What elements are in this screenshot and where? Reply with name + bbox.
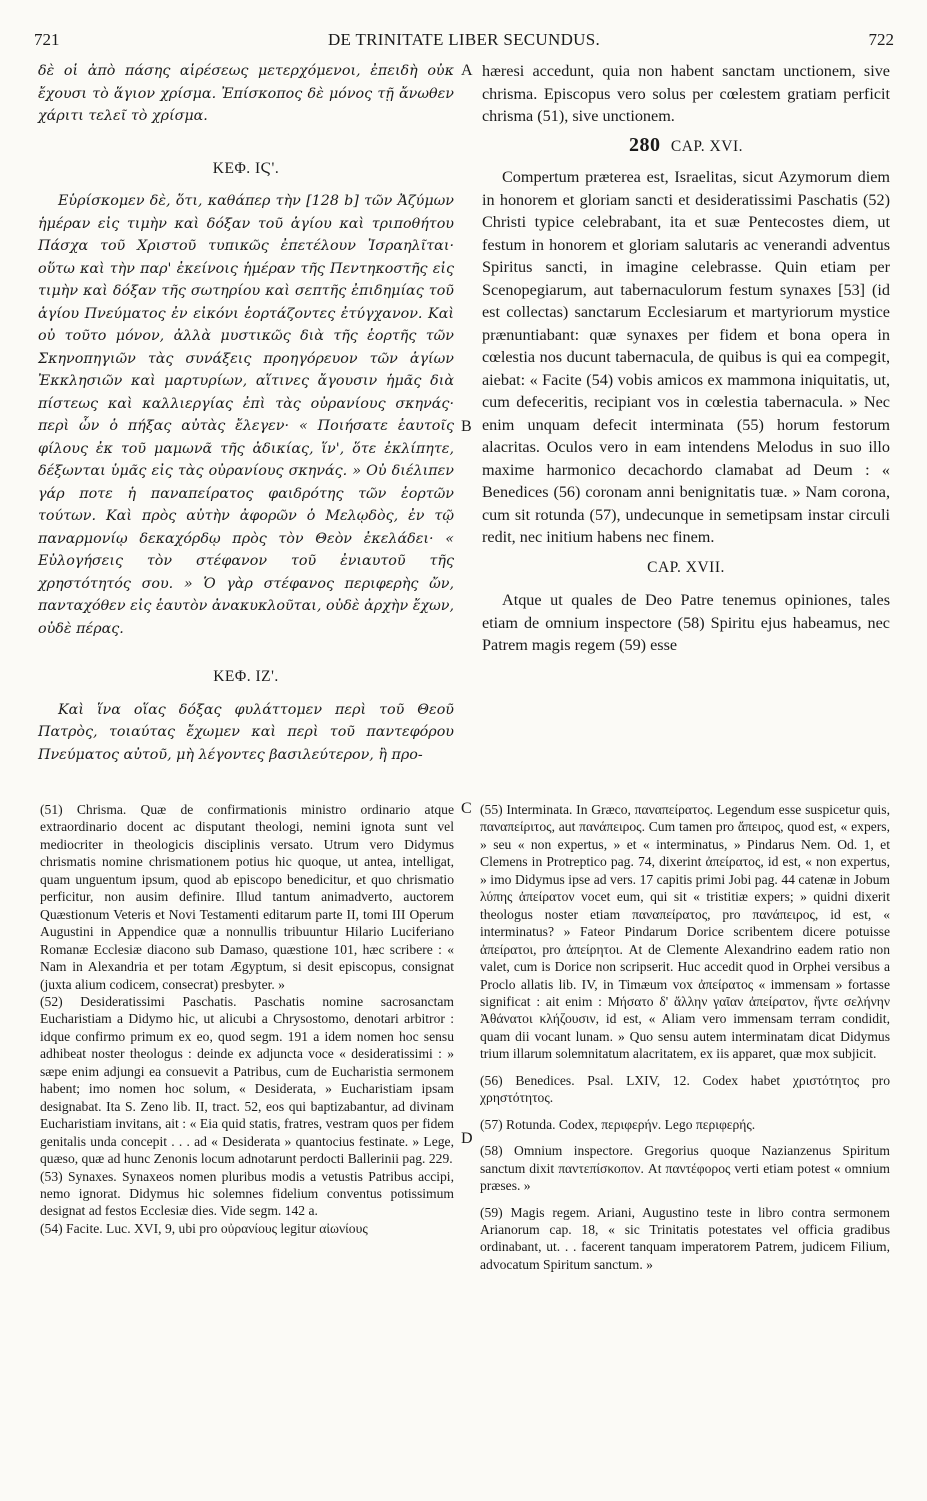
footnotes-right: [480, 801, 890, 1273]
running-title: DE TRINITATE LIBER SECUNDUS.: [327, 30, 601, 49]
latin-chapter-17-text: Atque ut quales de Deo Patre tenemus opiniones, tales etiam de omnium inspectore (58) Spiritu ejus habeamus, nec Patrem magis regem (59) esse: [482, 591, 890, 654]
footnote-54: (54) Facite. Luc. XVI, 9, ubi pro οὐρανίους legitur αἰωνίους: [40, 1220, 368, 1236]
latin-intro: hæresi accedunt, quia non habent sanctam unctionem, sive chrisma. Episcopus vero solus per cœlestem gratiam perficit chrisma (51), sive unctionem.: [482, 62, 890, 125]
section-marker-d: D: [461, 1130, 473, 1147]
latin-chapter-17-heading: CAP. XVII.: [647, 558, 725, 576]
running-header: [34, 30, 894, 52]
footnote-55: (55) Interminata. In Græco, παναπείρατος. Legendum esse suspicetur quis, παναπείριτος, aut πανάπειρος. Cum tamen pro ἄπειρος, quod est, « expers, » seu « non expertus, » et « interminatus, » Pindarus Nem. Od. 1, et Clemens in Protreptico pag. 74, dixerint ἀπείρατος, id est, « non expertus, » imo Didymus ipse ad vers. 17 capitis primi Jobi pag. 44 catenæ in Jobum λύπης ἀπείρατον vocet eum, qui sit « tristitiæ expers; » quidni dixerit theologus noster etiam παναπείρατος, pro πανάπειρος, id est, « interminatus? » Fateor Pindarum Dorice scribentem dicere potuisse ἀπείρατοι, pro ἀπείρητοι. At de Clemente Alexandrino eadem ratio non valet, cum is Dorice non scripserit. Huc accedit quod in Orphei versibus a Proclo allatis lib. IV, in Timæum vox ἀπείρατος « immensam » fortasse significat : ait enim : Μήσατο δ' ἄλλην γαῖαν ἀπείρατον, ἥντε σελήνην Ἀθάνατοι κλήζουσιν, id est, « Aliam vero immensam terram condidit, quam dii vocant lunam. » Quo sensu autem interminatam dicat Didymus trium illarum solemnitatum alacritatem, ex iis apparet, quæ mox subjicit.: [480, 802, 890, 1062]
page-number-left: 721: [34, 30, 60, 49]
section-marker-a: A: [461, 62, 473, 79]
greek-chapter-17-heading: ΚΕΦ. ΙΖ'.: [213, 668, 279, 685]
footnote-56: (56) Benedices. Psal. LXIV, 12. Codex habet χριστότητος pro χρηστότητος.: [480, 1072, 890, 1106]
footnotes-left: [40, 801, 454, 1237]
section-marker-c: C: [461, 800, 472, 817]
section-marker-b: B: [461, 418, 472, 435]
greek-chapter-16-heading: ΚΕΦ. ΙϚ'.: [212, 159, 280, 177]
footnote-51: (51) Chrisma. Quæ de confirmationis ministro ordinario atque extraordinario docent ac disputant theologi, nemini ignota sunt vel mediocriter in theologicis disciplinis versato. Utrum vero Didymus chrismatis nomine chrismationem potius hic quoque, ut antea, intelligat, quam unguentum ipsum, quod ab episcopo benedicitur, et quo chrismatio perficitur, non ausim definire. Illud tantum animadverto, auctorem Quæstionum Veteris et Novi Testamenti editarum parte II, tomi III Operum Augustini in Appendice quæ a nonnullis tribuuntur Hilario Luciferiano Romanæ Ecclesiæ diacono sub Damaso, quæstione 101, hæc scribere : « Nam in Alexandria et per totam Ægyptum, si desit episcopus, consignat (juxta alium codicem, consecrat) presbyter. »: [40, 802, 454, 992]
page-number-right: 722: [868, 30, 894, 49]
latin-chapter-16-heading: [482, 134, 890, 159]
greek-chapter-17-text: Καὶ ἵνα οἵας δόξας φυλάττομεν περὶ τοῦ Θεοῦ Πατρὸς, τοιαύτας ἔχωμεν καὶ περὶ τοῦ παντεφόρου Πνεύματος αὐτοῦ, μὴ λέγοντες βασιλεύτερον, ἢ προ-: [38, 701, 454, 763]
footnote-57: (57) Rotunda. Codex, περιφερήν. Lego περιφερής.: [480, 1116, 756, 1132]
greek-column: [38, 60, 454, 766]
latin-column: [482, 60, 890, 657]
latin-chapter-16-text: Compertum præterea est, Israelitas, sicut Azymorum diem in honorem et gloriam sancti et desideratissimi Paschatis (52) Christi typice celebrabant, ita et suæ Pentecostes diem, ut festum in honorem et gloriam salutaris ac venerandi adventus Spiritus sancti, in imagine celebrasse. Quin etiam per Scenopegiarum, aut tabernaculorum festum synaxes [53] (id est collectas) sanctarum Ecclesiarum et martyriorum mystice prænuntiabant: quæ synaxes per fidem et bona opera in cœlestia nos ducunt tabernacula, de quibus is qui ea compegit, aiebat: « Facite (54) vobis amicos ex mammona iniquitatis, ut, cum defeceritis, recipiant vos in cœlestia tabernacula. » Nec enim unquam defecit interminata (55) horum festorum alacritas. Oculos vero in eam intendens Melodus in suo illo maxime harmonico decachordo clamabat ad Deum : « Benedices (56) coronam anni benignitatis tuæ. » Nam corona, cum sit rotunda (57), undecunque in semetipsam instar circuli redit, nec initium habens nec finem.: [482, 168, 890, 546]
margin-number: 280: [629, 133, 661, 156]
greek-intro: δὲ οἱ ἀπὸ πάσης αἱρέσεως μετερχόμενοι, ἐπειδὴ οὐκ ἔχουσι τὸ ἅγιον χρίσμα. Ἐπίσκοπος δὲ μόνος τῇ ἄνωθεν χάριτι τελεῖ τὸ χρίσμα.: [38, 63, 454, 124]
footnote-59: (59) Magis regem. Ariani, Augustino teste in libro contra sermonem Arianorum cap. 18, « sic Trinitatis potestates vel officia gradibus ordinabant, ut. . . facerent tanquam imperatorem Patrem, judicem Filium, advocatum Spiritum sanctum. »: [480, 1204, 890, 1272]
footnote-53: (53) Synaxes. Synaxeos nomen pluribus modis a vetustis Patribus accipi, nemo ignorat. Didymus hic solemnes fidelium conventus potissimum designat ad festos Ecclesiæ dies. Vide segm. 142 a.: [40, 1168, 454, 1219]
footnote-52: (52) Desideratissimi Paschatis. Paschatis nomine sacrosanctam Eucharistiam a Didymo hic, ut alicubi a Chrysostomo, denotari arbitror : idque confirmo primum ex eo, quod segm. 191 a idem nomen hoc sensu adhibeat noster theologus : deinde ex adjuncta voce « desideratissimi : » sæpe enim adjungi ea consuevit a Patribus, cum de Eucharistia sermonem habent; imo nomen hoc solum, « Desiderata, » Eucharistiam ipsam designabat. Ita S. Zeno lib. II, tract. 52, eos qui baptizabantur, ad divinam Eucharistiam invitans, ait : « Eia quid statis, fratres, vestram quos per fidem genitalis unda concepit . . . ad « Desiderata » quantocius festinate. » Lege, quæso, quæ ad hunc Zenonis locum adnotarunt perdocti Ballerinii pag. 229.: [40, 993, 454, 1167]
latin-chapter-16-title: CAP. XVI.: [670, 137, 743, 155]
greek-chapter-16-text: Εὑρίσκομεν δὲ, ὅτι, καθάπερ τὴν [128 b] τῶν Ἀζύμων ἡμέραν εἰς τιμὴν καὶ δόξαν τοῦ ἁγίου καὶ τριποθήτου Πάσχα τοῦ Χριστοῦ τυπικῶς ἐπετέλουν Ἰσραηλῖται· οὕτω καὶ τὴν παρ' ἐκείνοις ἡμέραν τῆς Πεντηκοστῆς εἰς τιμὴν καὶ δόξαν τῆς σωτηρίου καὶ σεπτῆς ἐπιδημίας τοῦ ἁγίου Πνεύματος ἐν εἰκόνι ἑορτάζοντες ἐτύγχανον. Καὶ οὐ τοῦτο μόνον, ἀλλὰ μυστικῶς διὰ τῆς ἑορτῆς τῶν Σκηνοπηγιῶν τὰς συνάξεις προηγόρευον τῶν ἁγίων Ἐκκλησιῶν καὶ μαρτυρίων, αἵτινες ἄγουσιν ἡμᾶς διὰ πίστεως καὶ καλλιεργίας ἐπὶ τὰς οὐρανίους σκηνάς· περὶ ὧν ὁ πήξας αὐτὰς ἔλεγεν· « Ποιήσατε ἑαυτοῖς φίλους ἐκ τοῦ μαμωνᾶ τῆς ἀδικίας, ἵν', ὅτε ἐκλίπητε, δέξωνται ὑμᾶς εἰς τὰς οὐρανίους σκηνάς. » Οὐ διέλιπεν γάρ ποτε ἡ παναπείρατος φαιδρότης τῶν ἑορτῶν τούτων. Καὶ πρὸς αὐτὴν ἀφορῶν ὁ Μελῳδὸς, ἐν τῷ παναρμονίῳ δεκαχόρδῳ πρὸς τὸν Θεὸν ἐκελάδει· « Εὐλογήσεις τὸν στέφανον τοῦ ἐνιαυτοῦ τῆς χρηστότητός σου. » Ὁ γὰρ στέφανος περιφερὴς ὤν, πανταχόθεν εἰς ἑαυτὸν ἀνακυκλοῦται, οὐδὲ ἀρχὴν ἔχων, οὐδὲ πέρας.: [38, 193, 454, 637]
footnote-58: (58) Omnium inspectore. Gregorius quoque Nazianzenus Spiritum sanctum dixit παντεπίσκοπον. At παντέφορος verti etiam potest « omnium præses. »: [480, 1143, 890, 1194]
